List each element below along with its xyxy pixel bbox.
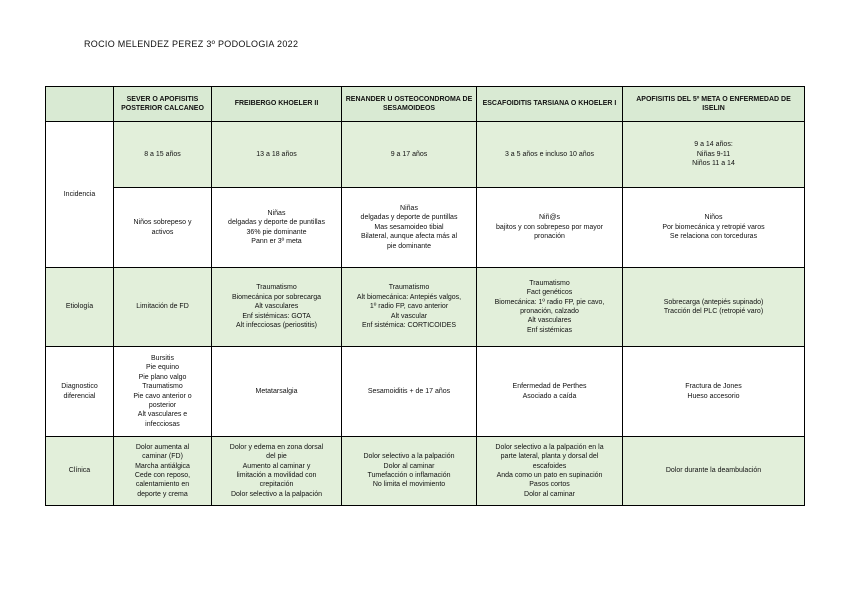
cell [623, 437, 805, 506]
cell-line: Traumatismo [256, 284, 297, 292]
header-freiberg [212, 87, 342, 122]
cell-line: Dolor aumenta al [135, 443, 190, 451]
cell-line: del pie [266, 453, 287, 461]
row-incidencia-ages [46, 122, 805, 188]
header-iselin-label: APOFISITIS DEL 5º META O ENFERMEDAD DE ISELIN [636, 95, 791, 112]
cell-line: 1º radio FP, cavo anterior [369, 303, 449, 311]
cell-line: Alt infecciosas (periostitis) [236, 322, 317, 330]
cell-line: Aumento al caminar y [242, 462, 311, 470]
cell-line: Pie equino [145, 364, 180, 372]
cell-line: Metatarsalgia [255, 387, 298, 395]
cell-line: Dolor selectivo a la palpación en la [495, 443, 604, 451]
cell-line: Tracción del PLC (retropié varo) [663, 308, 764, 315]
cell-line: caminar (FD) [142, 453, 183, 461]
cell-line: Mas sesamoideo tibial [374, 223, 444, 231]
cell-line: posterior [148, 401, 177, 409]
cell-line: limitación a movilidad con [236, 472, 317, 479]
cell-line: 9 a 14 años: [694, 141, 733, 149]
cell [342, 122, 477, 188]
header-sever-label: SEVER O APOFISITIS POSTERIOR CALCANEO [121, 95, 204, 112]
cell-line: Alt vasculares e [137, 411, 188, 419]
cell-line: pronación, calzado [520, 308, 579, 315]
cell [212, 122, 342, 188]
header-escafoiditis-label: ESCAFOIDITIS TARSIANA O KHOELER I [482, 100, 617, 108]
cell-line: Tumefacción o inflamación [367, 472, 451, 479]
cell [342, 188, 477, 268]
cell-line: parte lateral, planta y dorsal del [500, 453, 599, 461]
cell-line: Enfermedad de Perthes [512, 383, 587, 391]
cell [212, 347, 342, 437]
cell-line: 9 a 17 años [390, 150, 428, 158]
cell-line: pie dominante [387, 242, 431, 250]
row-diagnostico [46, 347, 805, 437]
cell-line: delgadas y deporte de puntillas [360, 214, 458, 222]
cell-line: 3 a 5 años e incluso 10 años [504, 150, 595, 158]
cell-line: Biomecánica: 1º radio FP, pie cavo, [494, 298, 605, 306]
header-escafoiditis [477, 87, 623, 122]
header-sever [114, 87, 212, 122]
cell-line: Alt vascular [390, 312, 428, 320]
cell [623, 122, 805, 188]
cell-line: 8 a 15 años [144, 150, 181, 158]
row-label-diagnostico: Diagnostico diferencial [46, 347, 114, 437]
cell-line: Por biomecánica y retropié varos [662, 223, 765, 231]
cell-line: Niños [704, 214, 723, 222]
cell-line: 36% pie dominante [246, 228, 307, 236]
cell-line: Niñas 9-11 [696, 150, 731, 158]
cell-line: Niñas [400, 204, 418, 212]
header-renander-label: RENANDER U OSTEOCONDROMA DE SESAMOIDEOS [345, 95, 473, 112]
cell [342, 268, 477, 347]
cell [477, 437, 623, 506]
row-label-incidencia: Incidencia [46, 122, 114, 268]
cell-line: Dolor al caminar [383, 462, 435, 470]
cell [342, 437, 477, 506]
cell-line: Marcha antiálgica [135, 462, 190, 470]
cell-line: delgadas y deporte de puntillas [228, 219, 325, 227]
cell-line: Dolor selectivo a la palpación [363, 453, 455, 461]
cell-line: Alt biomecánica: Antepiés valgos, [356, 293, 462, 301]
comparison-table [45, 86, 805, 506]
cell [114, 347, 212, 437]
cell-line: Niñas [267, 209, 286, 217]
cell-line: Hueso accesorio [687, 392, 740, 400]
row-label-etiologia: Etiología [46, 268, 114, 347]
cell-line: pronación [534, 233, 565, 241]
cell-line: calentamiento en [135, 481, 190, 489]
cell [477, 347, 623, 437]
cell [342, 347, 477, 437]
row-incidencia-groups [46, 188, 805, 268]
cell-line: Pie plano valgo [138, 373, 187, 381]
cell-line: infecciosas [145, 420, 180, 428]
cell [114, 188, 212, 268]
cell-line: activos [151, 228, 174, 236]
cell-line: Dolor selectivo a la palpación [230, 490, 323, 498]
cell-line: Pie cavo anterior o [133, 392, 192, 400]
row-label-clinica: Clínica [46, 437, 114, 506]
cell-line: Pasos cortos [529, 481, 570, 489]
cell-line: Enf sistémicas: GOTA [242, 312, 311, 320]
cell-line: Cede con reposo, [134, 472, 191, 479]
cell-line: Limitación de FD [136, 303, 189, 311]
cell-line: Pann er 3º meta [251, 237, 302, 245]
cell [623, 268, 805, 347]
cell [114, 437, 212, 506]
cell [114, 122, 212, 188]
cell-line: Dolor al caminar [524, 490, 575, 498]
cell-line: Fractura de Jones [685, 383, 742, 391]
cell-line: Sobrecarga (antepiés supinado) [663, 298, 764, 306]
cell-line: Dolor y edema en zona dorsal [229, 443, 324, 451]
cell-line: Niños 11 a 14 [692, 160, 735, 168]
cell [623, 347, 805, 437]
header-renander [342, 87, 477, 122]
document-title: ROCIO MELENDEZ PEREZ 3º PODOLOGIA 2022 [84, 39, 299, 49]
cell [212, 268, 342, 347]
cell [477, 188, 623, 268]
cell-line: Anda como un pato en supinación [496, 472, 603, 479]
cell-line: Enf sistémica: CORTICOIDES [361, 322, 456, 330]
cell-line: Asociado a caída [522, 392, 577, 400]
cell-line: Enf sistémicas [526, 326, 573, 334]
cell-line: Niños sobrepeso y [133, 219, 192, 227]
cell [477, 268, 623, 347]
cell-line: deporte y crema [137, 490, 188, 498]
cell [114, 268, 212, 347]
header-row [46, 87, 805, 122]
row-etiologia [46, 268, 805, 347]
header-iselin [623, 87, 805, 122]
cell-line: Bursitis [151, 354, 174, 362]
cell-line: 13 a 18 años [256, 150, 297, 158]
cell-line: Niñ@s [538, 214, 561, 222]
cell-line: Alt vasculares [254, 303, 299, 311]
cell [212, 437, 342, 506]
cell-line: Traumatismo [142, 383, 183, 391]
cell-line: crepitación [259, 481, 294, 489]
cell-line: Fact genéticos [526, 289, 573, 297]
cell-line: No limita el movimiento [372, 481, 446, 489]
row-clinica [46, 437, 805, 506]
cell-line: Sesamoiditis + de 17 años [367, 387, 451, 395]
cell-line: Alt vasculares [527, 317, 572, 325]
cell [477, 122, 623, 188]
cell [212, 188, 342, 268]
cell-line: Bilateral, aunque afecta más al [360, 233, 458, 241]
cell-line: Se relaciona con torceduras [669, 233, 758, 241]
cell-line: bajitos y con sobrepeso por mayor [496, 223, 603, 231]
header-corner [46, 87, 114, 122]
cell-line: Dolor durante la deambulación [665, 467, 762, 475]
cell-line: Traumatismo [388, 284, 430, 292]
cell-line: Biomecánica por sobrecarga [231, 293, 322, 301]
cell-line: Traumatismo [529, 279, 570, 287]
cell [623, 188, 805, 268]
header-freiberg-label: FREIBERGO KHOELER II [234, 100, 319, 108]
cell-line: escafoides [532, 462, 567, 470]
